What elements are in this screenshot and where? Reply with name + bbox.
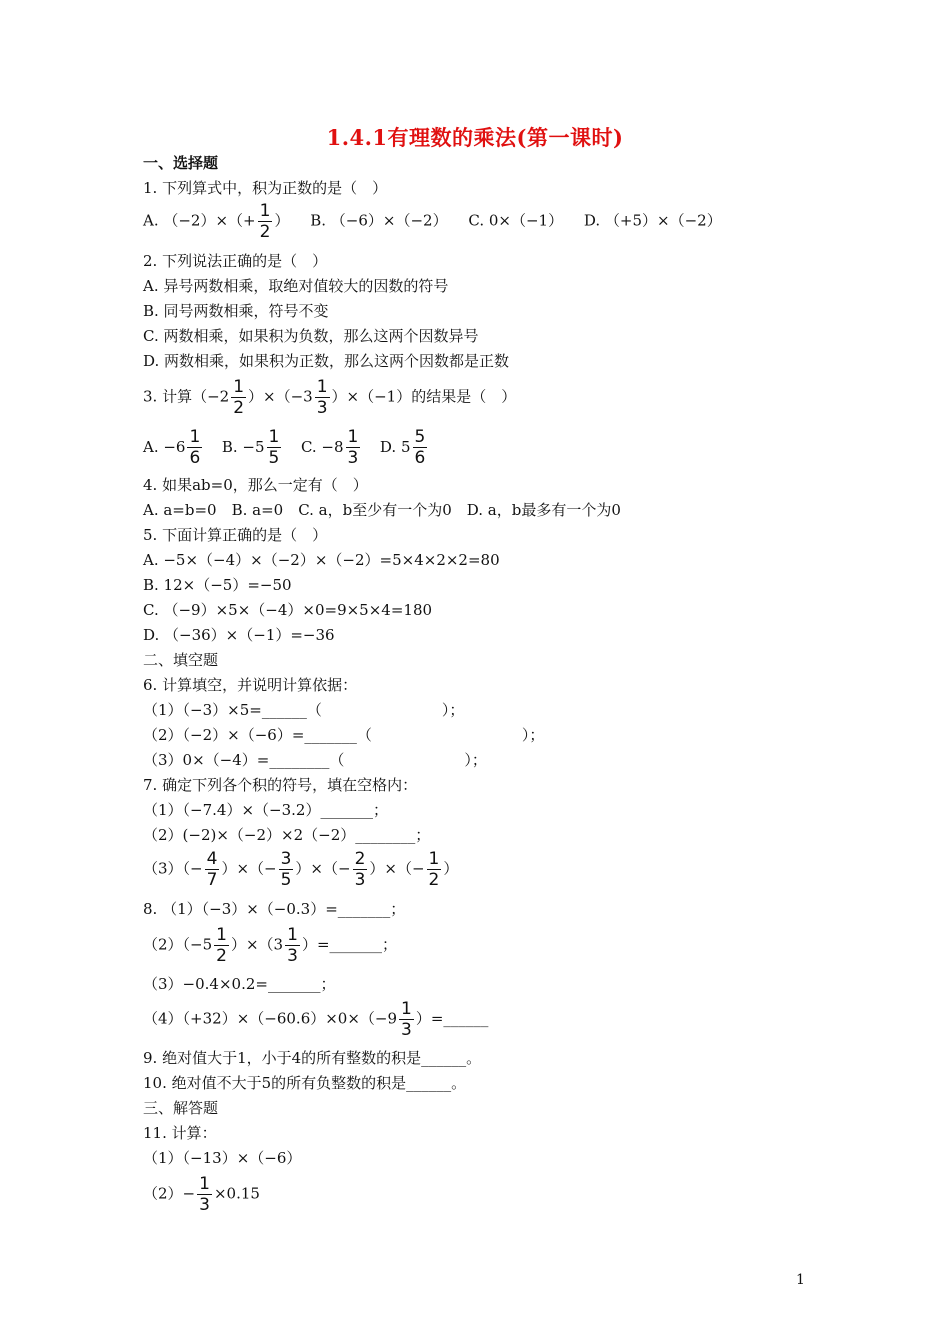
q3-option-b xyxy=(221,427,284,468)
q8-line-4 xyxy=(143,999,488,1040)
fraction-numerator: 1 xyxy=(216,925,227,945)
option-prefix: B. −5 xyxy=(221,437,265,456)
option-prefix: A. −6 xyxy=(143,437,186,456)
q9: 9. 绝对值大于1，小于4的所有整数的积是______。 xyxy=(143,1049,482,1067)
fraction-numerator: 1 xyxy=(316,377,328,397)
q7-fraction-3 xyxy=(353,849,368,890)
q3-fraction-2 xyxy=(315,377,330,418)
fraction-numerator: 1 xyxy=(401,999,412,1019)
fraction-numerator: 1 xyxy=(428,849,440,869)
q1-option-a-prefix: A. （−2）×（+ xyxy=(143,211,256,230)
q3-option-c xyxy=(300,427,362,468)
fraction-denominator: 3 xyxy=(316,398,328,418)
q11-line-2-part: （2）− xyxy=(143,1184,196,1203)
q7-line-3-part: （3）（− xyxy=(143,859,203,878)
q7-line-2: （2）(−2)×（−2）×2（−2）________； xyxy=(143,826,431,844)
fraction-denominator: 2 xyxy=(259,222,271,242)
q8-line-2-part: ）×（3 xyxy=(230,935,284,954)
q1-option-c: C. 0×（−1） xyxy=(468,211,564,230)
fraction-denominator: 3 xyxy=(287,946,298,966)
q7-line-3-part: ）×（− xyxy=(295,859,351,878)
option-fraction xyxy=(413,427,428,468)
fraction-denominator: 3 xyxy=(401,1020,412,1040)
fraction-numerator: 5 xyxy=(414,427,426,447)
fraction-numerator: 4 xyxy=(206,849,218,869)
section-heading-choice: 一、选择题 xyxy=(143,154,219,172)
fraction-numerator: 2 xyxy=(354,849,366,869)
fraction-numerator: 1 xyxy=(189,427,201,447)
fraction-numerator: 1 xyxy=(233,377,245,397)
q6-line-3: （3）0×（−4）=________（ ）； xyxy=(143,751,487,769)
option-fraction xyxy=(346,427,361,468)
fraction-denominator: 5 xyxy=(268,448,280,468)
q3-stem-part: ）×（−3 xyxy=(248,387,313,406)
q8-line-2-part: ）=_______； xyxy=(301,935,398,954)
q2-option-a: A. 异号两数相乘，取绝对值较大的因数的符号 xyxy=(143,277,449,295)
q7-stem: 7. 确定下列各个积的符号，填在空格内： xyxy=(143,776,418,794)
q4-stem: 4. 如果ab=0，那么一定有（ ） xyxy=(143,476,368,494)
q7-line-3-part: ） xyxy=(443,859,459,878)
q2-option-d: D. 两数相乘，如果积为正数，那么这两个因数都是正数 xyxy=(143,352,510,370)
q2-stem: 2. 下列说法正确的是（ ） xyxy=(143,252,328,270)
q1-stem: 1. 下列算式中，积为正数的是（ ） xyxy=(143,179,388,197)
q3-option-a xyxy=(143,427,204,468)
q11-line-2 xyxy=(143,1174,260,1215)
q3-fraction-1 xyxy=(231,377,246,418)
fraction-denominator: 5 xyxy=(280,870,292,890)
q6-line-2: （2）（−2）×（−6）=_______（ ）； xyxy=(143,726,545,744)
q11-fraction xyxy=(197,1174,212,1215)
fraction-denominator: 3 xyxy=(347,448,359,468)
q7-line-3 xyxy=(143,849,458,890)
q8-fraction-2 xyxy=(285,925,300,966)
q7-fraction-1 xyxy=(205,849,220,890)
q3-option-d xyxy=(379,427,429,468)
fraction-denominator: 6 xyxy=(414,448,426,468)
section-heading-fill: 二、填空题 xyxy=(143,651,219,669)
q8-line-2 xyxy=(143,925,397,966)
q3-options xyxy=(143,427,429,468)
q8-line-1: 8. （1）（−3）×（−0.3）=_______； xyxy=(143,900,406,918)
q1-options xyxy=(143,201,722,242)
fraction-numerator: 3 xyxy=(280,849,292,869)
q3-stem-part: 3. 计算（−2 xyxy=(143,387,230,406)
q8-line-4-part: （4）（+32）×（−60.6）×0×（−9 xyxy=(143,1009,398,1028)
q11-stem: 11. 计算： xyxy=(143,1124,217,1142)
fraction-numerator: 1 xyxy=(347,427,359,447)
q1-option-a-suffix: ） xyxy=(274,211,290,230)
page-title: 1.4.1有理数的乘法(第一课时) xyxy=(326,125,624,150)
option-fraction xyxy=(267,427,282,468)
fraction-denominator: 6 xyxy=(189,448,201,468)
q6-line-1: （1）（−3）×5=______（ ）； xyxy=(143,701,465,719)
q2-option-b: B. 同号两数相乘，符号不变 xyxy=(143,302,329,320)
q3-stem-part: ）×（−1）的结果是（ ） xyxy=(331,387,517,406)
fraction-denominator: 2 xyxy=(233,398,245,418)
fraction-numerator: 1 xyxy=(287,925,298,945)
q5-option-b: B. 12×（−5）=−50 xyxy=(143,576,292,594)
q7-line-1: （1）（−7.4）×（−3.2）_______； xyxy=(143,801,388,819)
section-heading-answer: 三、解答题 xyxy=(143,1099,219,1117)
option-prefix: D. 5 xyxy=(379,437,411,456)
q11-line-2-part: ×0.15 xyxy=(213,1184,260,1203)
q6-stem: 6. 计算填空，并说明计算依据： xyxy=(143,676,358,694)
q11-line-1: （1）（−13）×（−6） xyxy=(143,1149,302,1167)
fraction-denominator: 7 xyxy=(206,870,218,890)
fraction-denominator: 2 xyxy=(216,946,227,966)
q5-option-d: D. （−36）×（−1）=−36 xyxy=(143,626,335,644)
fraction-denominator: 2 xyxy=(428,870,440,890)
q8-line-4-part: ）=______ xyxy=(415,1009,489,1028)
q7-line-3-part: ）×（− xyxy=(221,859,277,878)
fraction-numerator: 1 xyxy=(268,427,280,447)
q1-option-b: B. （−6）×（−2） xyxy=(310,211,448,230)
q5-option-c: C. （−9）×5×（−4）×0=9×5×4=180 xyxy=(143,601,433,619)
option-fraction xyxy=(187,427,202,468)
fraction-denominator: 3 xyxy=(199,1195,210,1215)
q10: 10. 绝对值不大于5的所有负整数的积是______。 xyxy=(143,1074,467,1092)
q7-fraction-4 xyxy=(427,849,442,890)
fraction-numerator: 1 xyxy=(259,201,271,221)
q4-options: A. a=b=0 B. a=0 C. a，b至少有一个为0 D. a，b最多有一个为0 xyxy=(143,501,621,519)
fraction-numerator: 1 xyxy=(199,1174,210,1194)
option-prefix: C. −8 xyxy=(300,437,344,456)
q5-option-a: A. −5×（−4）×（−2）×（−2）=5×4×2×2=80 xyxy=(143,551,500,569)
q8-line-2-part: （2）（−5 xyxy=(143,935,213,954)
q2-option-c: C. 两数相乘，如果积为负数，那么这两个因数异号 xyxy=(143,327,479,345)
q1-option-d: D. （+5）×（−2） xyxy=(583,211,722,230)
q8-fraction-3 xyxy=(399,999,414,1040)
q5-stem: 5. 下面计算正确的是（ ） xyxy=(143,526,328,544)
q1-option-a-fraction xyxy=(258,201,273,242)
q8-line-3: （3）−0.4×0.2=_______； xyxy=(143,975,336,993)
q7-line-3-part: ）×（− xyxy=(369,859,425,878)
q8-fraction-1 xyxy=(214,925,229,966)
fraction-denominator: 3 xyxy=(354,870,366,890)
q7-fraction-2 xyxy=(279,849,294,890)
q3-stem xyxy=(143,377,516,418)
page-number: 1 xyxy=(796,1272,805,1288)
